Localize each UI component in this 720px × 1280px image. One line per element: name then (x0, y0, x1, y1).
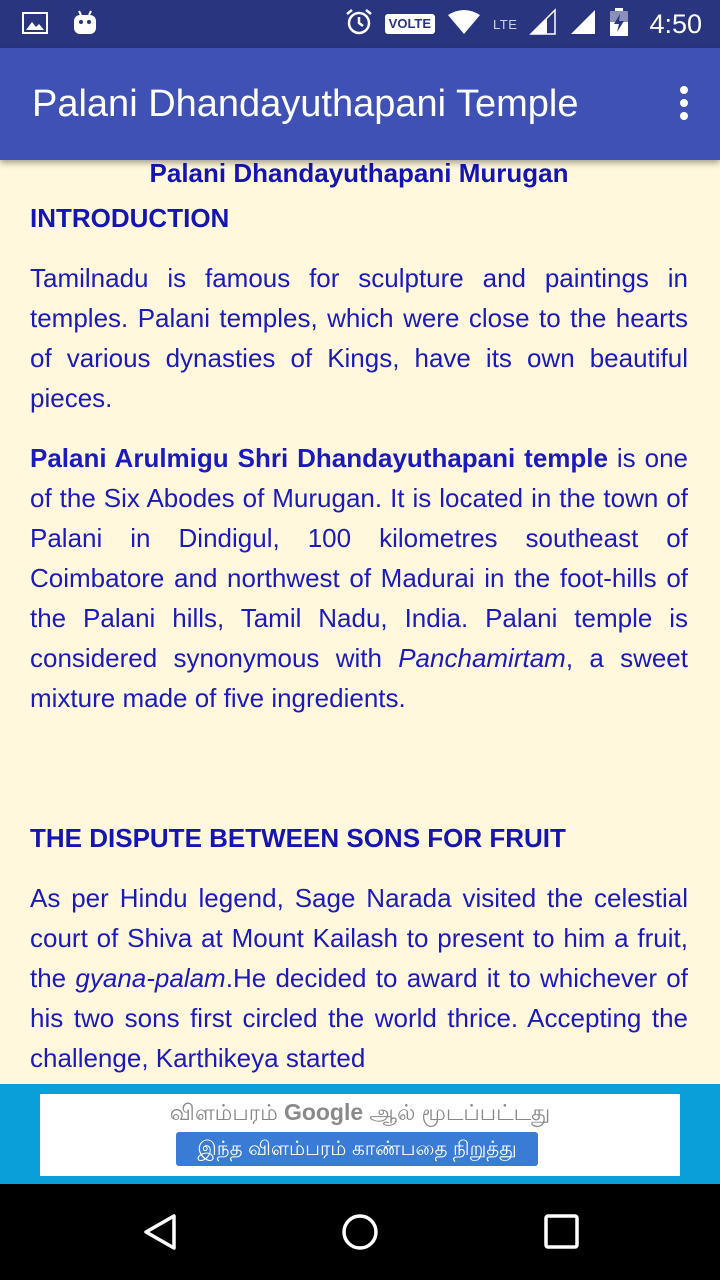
ad-closed-text (40, 1099, 680, 1129)
recents-icon[interactable] (542, 1212, 582, 1252)
navigation-bar (0, 1184, 720, 1280)
dispute-text-part1: As per Hindu legend, Sage Narada visited the celestial court of Shiva at Mount Kailash to present to him a fruit, the (30, 883, 688, 993)
spacer (30, 718, 688, 798)
app-title: Palani Dhandayuthapani Temple (32, 83, 579, 125)
panchamirtam-italic: Panchamirtam (398, 643, 566, 673)
image-icon (22, 11, 48, 40)
alarm-icon (345, 8, 373, 41)
stop-seeing-ad-button[interactable]: இந்த விளம்பரம் காண்பதை நிறுத்து (176, 1132, 538, 1166)
ad-banner (0, 1084, 720, 1184)
section-heading-introduction: INTRODUCTION (30, 203, 230, 233)
volte-badge: VOLTE (385, 14, 435, 34)
status-bar (0, 0, 720, 48)
battery-charging-icon (609, 8, 629, 41)
intro-paragraph: Tamilnadu is famous for sculpture and paintings in temples. Palani temples, which were close to the hearts of various dynasties of Kings, have its own beautiful pieces. (30, 263, 688, 413)
ad-line-prefix: விளம்பரம் (169, 1100, 284, 1125)
wifi-icon (447, 9, 481, 40)
temple-text-part2: , a sweet mixture made of five ingredients. (30, 643, 688, 713)
clock: 4:50 (649, 8, 702, 39)
dispute-paragraph (30, 878, 688, 1078)
temple-paragraph (30, 438, 688, 718)
ad-line-suffix: ஆல் மூடப்பட்டது (363, 1100, 551, 1125)
dispute-text-part2: .He decided to award it to whichever of his two sons first circled the world thrice. Accepting the challenge, Karthikeya started (30, 963, 688, 1073)
back-icon[interactable] (140, 1212, 180, 1252)
app-bar (0, 48, 720, 160)
android-icon (72, 10, 98, 41)
article-content[interactable] (0, 160, 720, 1084)
section-heading-dispute: THE DISPUTE BETWEEN SONS FOR FRUIT (30, 823, 566, 853)
signal-icon (529, 8, 557, 41)
temple-text-part1: is one of the Six Abodes of Murugan. It is located in the town of Palani in Dindigul, 100 kilometres southeast of Coimbatore and northwest of Madurai in the foot-hills of the Palani hills, Tamil Nadu, India. Palani temple is considered synonymous with (30, 443, 688, 673)
google-logo: Google (283, 1099, 364, 1125)
ad-box (40, 1094, 680, 1176)
lte-indicator: LTE (493, 16, 518, 32)
more-vert-icon[interactable] (676, 86, 692, 126)
article-title: Palani Dhandayuthapani Murugan (149, 160, 569, 188)
home-icon[interactable] (340, 1212, 380, 1252)
gyana-palam-italic: gyana-palam (75, 963, 226, 993)
signal-icon (569, 8, 597, 41)
temple-name-bold: Palani Arulmigu Shri Dhandayuthapani temple (30, 443, 608, 473)
